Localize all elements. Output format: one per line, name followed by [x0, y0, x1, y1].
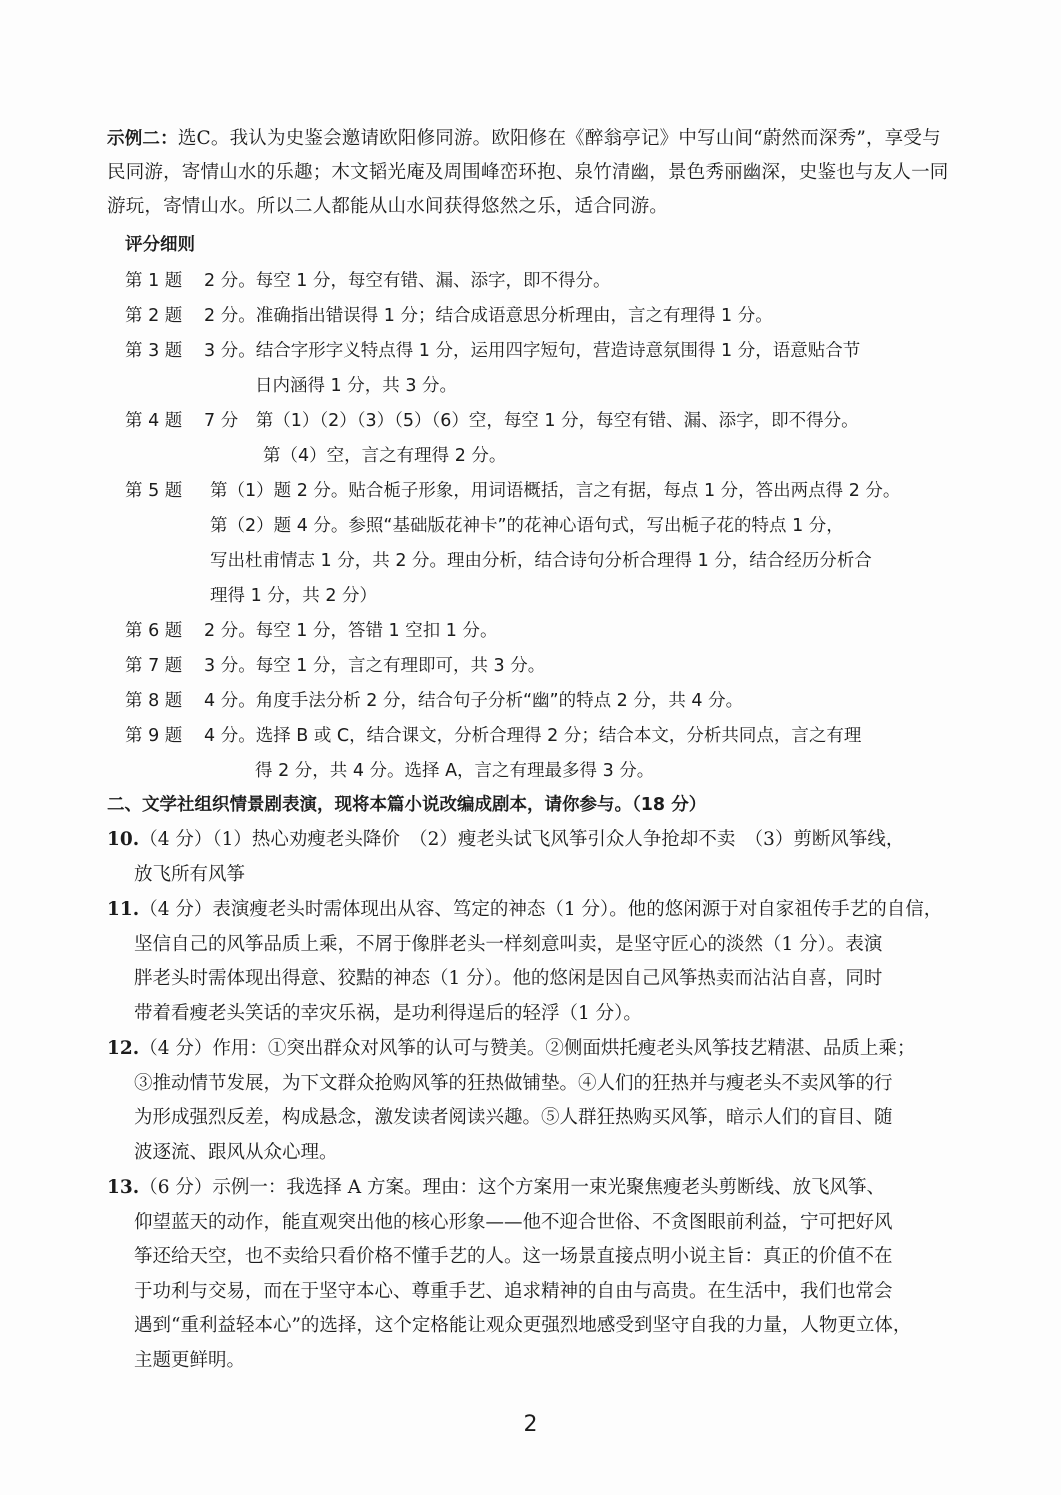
page-number: 2 [523, 1412, 538, 1437]
rubric-item-number: 第 1 题 [125, 271, 183, 291]
rubric-item-line: 写出杜甫情志 1 分，共 2 分。理由分析，结合诗句分析合理得 1 分，结合经历分析合 [210, 551, 872, 571]
answer-line: 带着看瘦老头笑话的幸灾乐祸，是功利得逞后的轻浮（1 分）。 [134, 1002, 642, 1024]
rubric-item-line: 3 分。每空 1 分，言之有理即可，共 3 分。 [204, 656, 546, 676]
rubric-item-number: 第 7 题 [125, 656, 183, 676]
answer-line: 遇到“重利益轻本心”的选择，这个定格能让观众更强烈地感受到坚守自我的力量，人物更立体， [134, 1315, 912, 1336]
question-number: 10. [107, 829, 140, 850]
rubric-item-line: 4 分。角度手法分析 2 分，结合句子分析“幽”的特点 2 分，共 4 分。 [204, 691, 744, 711]
answer-line: 筝还给天空，也不卖给只看价格不懂手艺的人。这一场景直接点明小说主旨：真正的价值不在 [134, 1246, 893, 1267]
answer-line: 放飞所有风筝 [134, 863, 246, 885]
rubric-title: 评分细则 [125, 235, 195, 255]
rubric-item-line: 日内涵得 1 分，共 3 分。 [255, 376, 458, 396]
answer-line: 坚信自己的风筝品质上乘，不屑于像胖老头一样刻意叫卖，是坚守匠心的淡然（1 分）。表演 [134, 933, 883, 955]
answer-text: （4 分）作用：①突出群众对风筝的认可与赞美。②侧面烘托瘦老头风筝技艺精湛、品质上乘； [139, 1038, 916, 1059]
answer-line: 仰望蓝天的动作，能直观突出他的核心形象——他不迎合世俗、不贪图眼前利益，宁可把好风 [134, 1211, 893, 1233]
rubric-item-line: 第（1）题 2 分。贴合栀子形象，用词语概括，言之有据，每点 1 分，答出两点得 2 分。 [210, 481, 901, 501]
answer-line: ③推动情节发展，为下文群众抢购风筝的狂热做铺垫。④人们的狂热并与瘦老头不卖风筝的行 [134, 1072, 893, 1094]
question-number: 13. [107, 1177, 140, 1198]
answer-line [107, 893, 955, 928]
rubric-item-line: 4 分。选择 B 或 C，结合课文，分析合理得 2 分；结合本文，分析共同点，言之有理 [204, 726, 862, 746]
rubric-item-line: 2 分。每空 1 分，每空有错、漏、添字，即不得分。 [204, 271, 611, 291]
answer-line: 主题更鲜明。 [134, 1349, 246, 1371]
question-answer [107, 893, 955, 1031]
question-answer [107, 1171, 955, 1378]
answer-text: （6 分）示例一：我选择 A 方案。理由：这个方案用一束光聚焦瘦老头剪断线、放飞风筝、 [139, 1177, 885, 1198]
answer-line [107, 1171, 955, 1206]
answer-line: 波逐流、跟风从众心理。 [134, 1141, 338, 1163]
question-answer [107, 1032, 955, 1170]
answer-line: 为形成强烈反差，构成悬念，激发读者阅读兴趣。⑤人群狂热购买风筝，暗示人们的盲目、随 [134, 1107, 893, 1128]
example-two-lead: 示例二： [107, 129, 178, 149]
answer-line: 胖老头时需体现出得意、狡黠的神态（1 分）。他的悠闲是因自己风筝热卖而沾沾自喜，同时 [134, 968, 883, 989]
rubric-item-line: 3 分。结合字形字义特点得 1 分，运用四字短句，营造诗意氛围得 1 分，语意贴合节 [204, 341, 861, 361]
rubric-item-number: 第 9 题 [125, 726, 183, 746]
answer-line [107, 1032, 955, 1067]
rubric-item-line: 得 2 分，共 4 分。选择 A，言之有理最多得 3 分。 [255, 761, 655, 781]
section-two-heading: 二、文学社组织情景剧表演，现将本篇小说改编成剧本，请你参与。（18 分） [107, 795, 707, 815]
rubric-item-line: 理得 1 分，共 2 分） [210, 586, 378, 606]
rubric-item-line: 2 分。每空 1 分，答错 1 空扣 1 分。 [204, 621, 498, 641]
question-number: 11. [107, 899, 140, 920]
rubric-item-line: 2 分。准确指出错误得 1 分；结合成语意思分析理由，言之有理得 1 分。 [204, 306, 773, 326]
rubric-item-line: 7 分 第（1）（2）（3）（5）（6）空，每空 1 分，每空有错、漏、添字，即不得分。 [204, 411, 859, 431]
rubric-item-line: 第（2）题 4 分。参照“基础版花神卡”的花神心语句式，写出栀子花的特点 1 分， [210, 516, 844, 536]
answer-line [107, 823, 955, 858]
question-answer [107, 823, 955, 892]
rubric-item-number: 第 3 题 [125, 341, 183, 361]
rubric-item-number: 第 5 题 [125, 481, 183, 501]
rubric-item-number: 第 6 题 [125, 621, 183, 641]
answer-line: 于功利与交易，而在于坚守本心、尊重手艺、追求精神的自由与高贵。在生活中，我们也常会 [134, 1280, 893, 1302]
rubric-item-number: 第 4 题 [125, 411, 183, 431]
answer-text: （4 分）（1）热心劝瘦老头降价 （2）瘦老头试飞风筝引众人争抢却不卖 （3）剪断风筝线， [139, 829, 905, 850]
example-two-text: 选C。我认为史鉴会邀请欧阳修同游。欧阳修在《醉翁亭记》中写山间“蔚然而深秀”，享受与民同游，寄情山水的乐趣；木文韬光庵及周围峰峦环抱、泉竹清幽，景色秀丽幽深，史鉴也与友人一同游玩，寄情山水。所以二人都能从山水间获得悠然之乐，适合同游。 [107, 128, 949, 217]
question-number: 12. [107, 1038, 140, 1059]
rubric-item-number: 第 8 题 [125, 691, 183, 711]
rubric-item-line: 第（4）空，言之有理得 2 分。 [263, 446, 507, 466]
example-two-paragraph [107, 122, 955, 224]
answer-text: （4 分）表演瘦老头时需体现出从容、笃定的神态（1 分）。他的悠闲源于对自家祖传手艺的自信， [139, 899, 943, 920]
rubric-item-number: 第 2 题 [125, 306, 183, 326]
